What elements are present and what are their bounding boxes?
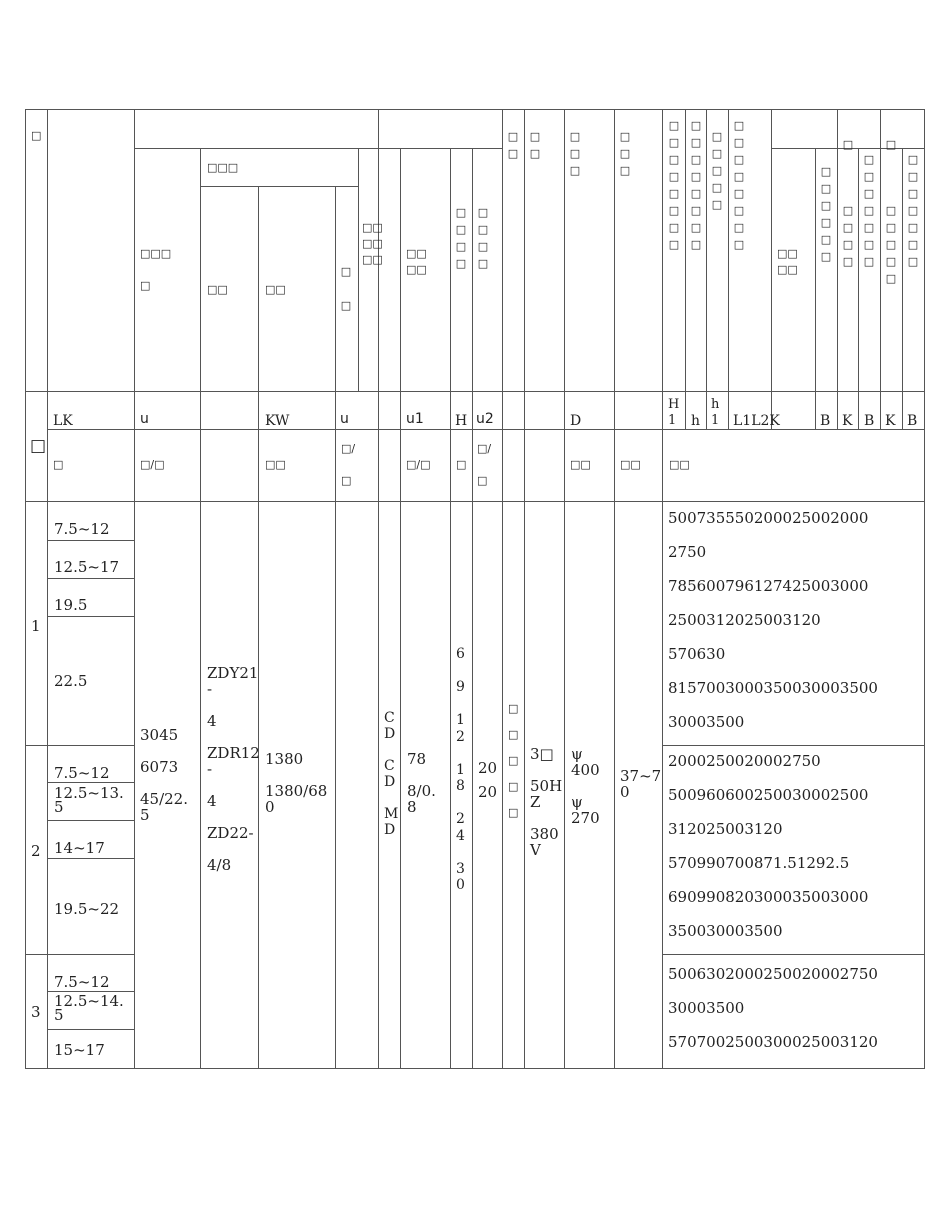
u2-values: 20 20 (478, 759, 498, 801)
grid-line (524, 109, 525, 1069)
unit-symbol: B (864, 413, 875, 429)
units-big-box: □ (30, 436, 47, 456)
grid-line (25, 391, 925, 392)
grid-line (134, 109, 135, 1069)
unit-label: □ (53, 458, 64, 471)
grid-line (335, 186, 336, 1069)
grid-line (47, 429, 925, 430)
grid-line (662, 954, 925, 955)
unit-symbol: h 1 (711, 397, 720, 428)
header-cell: □ □ □ □ □ □ □ (863, 153, 875, 268)
unit-symbol: u1 (406, 411, 424, 427)
header-cell: □ □ □ □ □ □ □ □ (690, 119, 702, 251)
header-cell: □ □ (340, 265, 352, 312)
unit-symbol: H 1 (668, 397, 680, 428)
grid-line (502, 109, 503, 1069)
range-cell: 22.5 (54, 672, 88, 690)
range-cell: 7.5~12 (54, 764, 110, 782)
header-cell: □□□ (207, 161, 239, 174)
group-number: 3 (31, 1003, 41, 1021)
group-number: 1 (31, 617, 41, 635)
header-cell: □ □ □ □ □ □ □ □ (733, 119, 745, 251)
dim-line: 30003500 (668, 713, 745, 731)
grid-line (685, 109, 686, 430)
grid-line (771, 109, 772, 430)
grid-line (47, 820, 134, 821)
grid-line (902, 148, 903, 430)
grid-line (815, 148, 816, 430)
table-border-left (25, 109, 26, 1069)
header-cell: □ □ (529, 130, 541, 160)
group-number: 2 (31, 842, 41, 860)
table-border-right (924, 109, 925, 1069)
header-cell: □ □ □ (619, 130, 631, 177)
grid-line (858, 148, 859, 430)
header-cell: □□□ □ (140, 247, 172, 292)
unit-symbol: B (820, 413, 831, 429)
grid-line (880, 109, 881, 430)
header-cell: □ □ □ □ □ □ (820, 165, 832, 263)
header-cell: □ (885, 138, 897, 151)
unit-symbol: KW (265, 413, 290, 429)
grid-line (134, 148, 502, 149)
header-cell: □□ □□ (406, 247, 427, 276)
grid-line (25, 954, 134, 955)
diameter-values: ψ 400 ψ 270 (571, 745, 600, 827)
dim-line: 30003500 (668, 999, 745, 1017)
type-values: C D C D M D (384, 710, 399, 838)
grid-line (358, 148, 359, 391)
grid-line (47, 109, 48, 1069)
grid-line (25, 745, 134, 746)
unit-symbol: B (907, 413, 918, 429)
angle-range: 37~7 0 (620, 767, 662, 801)
dim-line: 2500312025003120 (668, 611, 821, 629)
unit-symbol: K (842, 413, 853, 429)
dim-line: 5707002500300025003120 (668, 1033, 878, 1051)
dim-line: 785600796127425003000 (668, 577, 869, 595)
range-cell: 19.5 (54, 596, 88, 614)
dim-line: 570630 (668, 645, 726, 663)
unit-symbol: u2 (476, 411, 494, 427)
unit-symbol: u (340, 411, 349, 427)
unit-symbol: H (455, 413, 468, 429)
unit-label: □/□ (406, 458, 431, 471)
power-supply: 3□ 50H Z 380 V (530, 745, 563, 859)
range-cell: 19.5~22 (54, 900, 120, 918)
unit-symbol: LK (53, 413, 73, 429)
unit-label: □□ (265, 458, 286, 471)
range-cell: 14~17 (54, 839, 105, 857)
range-cell: 7.5~12 (54, 520, 110, 538)
dim-line: 570990700871.51292.5 (668, 854, 850, 872)
range-cell: 15~17 (54, 1041, 105, 1059)
grid-line (47, 540, 134, 541)
grid-line (728, 109, 729, 430)
header-cell: □□ (207, 283, 228, 296)
header-cell: □ (31, 129, 42, 142)
unit-label: □□ (620, 458, 641, 471)
dim-line: 8157003000350030003500 (668, 679, 878, 697)
unit-symbol: K (885, 413, 896, 429)
header-cell: □ (842, 138, 854, 151)
grid-line (662, 109, 663, 1069)
header-cell: □ □ □ □ □ (711, 130, 723, 211)
header-cell: □ □ □ □ □ □ □ □ (668, 119, 680, 251)
range-cell: 7.5~12 (54, 973, 110, 991)
unit-label: □/□ (140, 458, 165, 471)
range-cell: 12.5~14. 5 (54, 992, 124, 1024)
unit-symbol: u (140, 411, 149, 427)
header-cell: □ □ □ □ (842, 204, 854, 268)
dim-line: 2750 (668, 543, 707, 561)
motor-models: ZDY21 - 4 ZDR12 - 4 ZD22- 4/8 (207, 664, 260, 874)
dim-line: 312025003120 (668, 820, 783, 838)
dim-line: 2000250020002750 (668, 752, 821, 770)
grid-line (837, 109, 838, 430)
header-cell: □□ (265, 283, 286, 296)
unit-label: □ (456, 458, 467, 471)
grid-line (472, 148, 473, 1069)
unit-label: □/ □ (341, 442, 356, 487)
grid-line (200, 148, 201, 1069)
header-cell: □□ □□ □□ (362, 221, 383, 266)
header-cell: □ □ □ □ (455, 206, 467, 270)
header-cell: □□ □□ (777, 247, 798, 276)
table-border-top (25, 109, 925, 110)
grid-line (614, 109, 615, 1069)
grid-line (47, 782, 134, 783)
ratio-values: 3045 6073 45/22. 5 (140, 726, 188, 824)
header-cell: □ □ □ □ □ (885, 204, 897, 285)
unit-label: □□ (570, 458, 591, 471)
header-cell: □ □ □ □ □ □ □ (907, 153, 919, 268)
unit-symbol: D (570, 413, 582, 429)
dim-line: 690990820300035003000 (668, 888, 869, 906)
grid-line (706, 109, 707, 430)
grid-line (47, 616, 134, 617)
grid-line (564, 109, 565, 1069)
h-values: 6 9 1 2 1 8 2 4 3 0 (456, 646, 465, 893)
unit-label: □□ (669, 458, 690, 471)
grid-line (450, 148, 451, 1069)
power-values: 1380 1380/68 0 (265, 750, 328, 816)
range-cell: 12.5~13. 5 (54, 784, 124, 816)
dim-line: 500735550200025002000 (668, 509, 869, 527)
dim-line: 350030003500 (668, 922, 783, 940)
grid-line (400, 148, 401, 1069)
grid-line (662, 745, 925, 746)
range-cell: 12.5~17 (54, 558, 120, 576)
grid-line (47, 578, 134, 579)
unit-label: □/ □ (477, 442, 492, 487)
unit-symbol: h (691, 413, 701, 429)
grid-line (47, 858, 134, 859)
header-cell: □ □ □ (569, 130, 581, 177)
table-border-bottom (25, 1068, 925, 1069)
dim-line: 500960600250030002500 (668, 786, 869, 804)
grid-line (47, 1029, 134, 1030)
dim-line: 5006302000250020002750 (668, 965, 878, 983)
box-values: □ □ □ □ □ (508, 702, 519, 819)
header-cell: □ □ □ □ (477, 206, 489, 270)
u1-values: 78 8/0. 8 (407, 750, 436, 816)
grid-line (258, 186, 259, 1069)
header-cell: □ □ (507, 130, 519, 160)
unit-symbol: L1L2K (733, 413, 780, 429)
grid-line (25, 501, 925, 502)
